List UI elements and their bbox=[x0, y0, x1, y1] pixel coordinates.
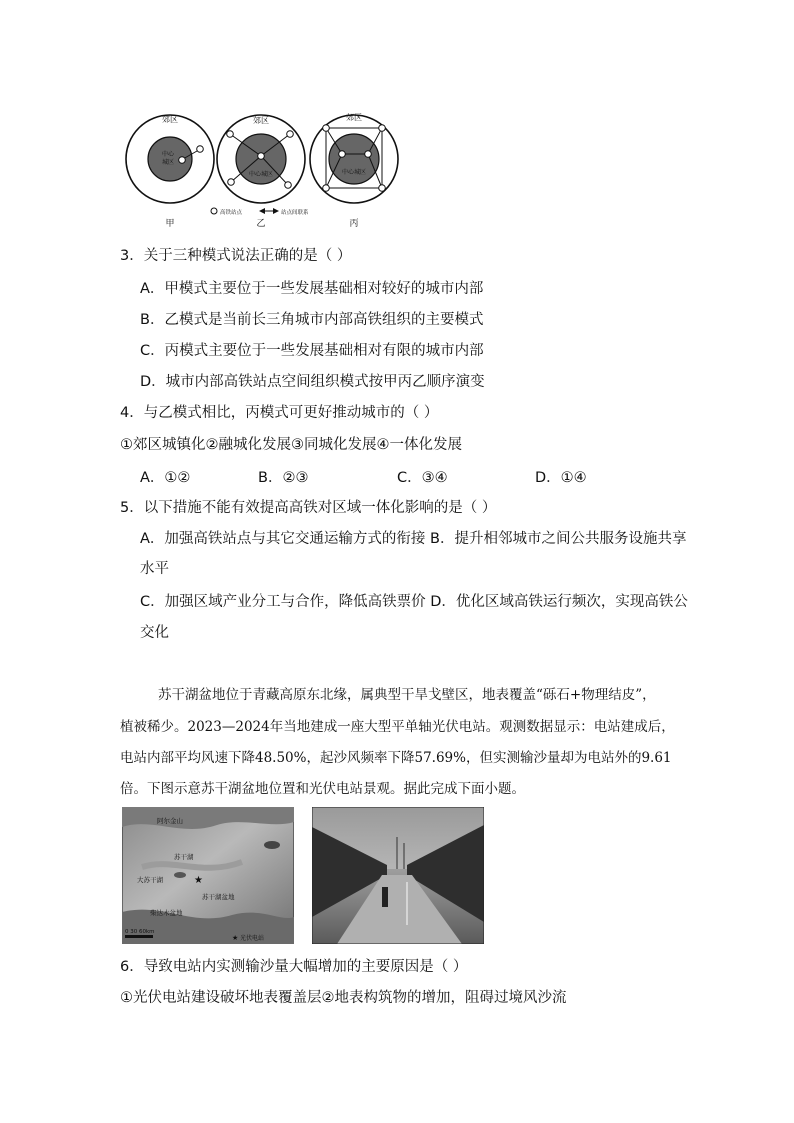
sugan-lake-basin-map bbox=[122, 807, 294, 944]
q4-option-c[interactable]: C．③④ bbox=[397, 470, 448, 486]
q5-options-line1[interactable]: A．加强高铁站点与其它交通运输方式的衔接 B．提升相邻城市之间公共服务设施共享 bbox=[140, 531, 687, 547]
bing-station-sw bbox=[323, 185, 330, 192]
q4-stem: 4．与乙模式相比，丙模式可更好推动城市的（ ） bbox=[120, 405, 439, 421]
yi-station-ne bbox=[287, 131, 294, 138]
q5-options-line4: 交化 bbox=[140, 625, 169, 641]
figure-legend bbox=[211, 208, 309, 216]
q3-option-b[interactable]: B．乙模式是当前长三角城市内部高铁组织的主要模式 bbox=[140, 312, 484, 328]
jia-center-label-b: 城区 bbox=[161, 159, 175, 166]
map-label-pv: 光伏电站 bbox=[240, 935, 265, 942]
q5-options-line3[interactable]: C．加强区域产业分工与合作，降低高铁票价 D．优化区域高铁运行频次，实现高铁公 bbox=[140, 594, 688, 610]
passage-line-3: 电站内部平均风速下降48.50%，起沙风频率下降57.69%，但实测输沙量却为电站外的9.61 bbox=[120, 750, 672, 766]
yi-center-label: 中心城区 bbox=[248, 171, 274, 178]
legend-link-label: 站点间联系 bbox=[281, 210, 309, 216]
q6-items: ①光伏电站建设破坏地表覆盖层②地表构筑物的增加，阻碍过境风沙流 bbox=[120, 990, 567, 1006]
pv-plant-photo bbox=[312, 807, 484, 944]
q3-stem: 3．关于三种模式说法正确的是（ ） bbox=[120, 248, 352, 264]
legend-station-symbol bbox=[211, 208, 217, 214]
bing-station-se bbox=[379, 185, 386, 192]
q3-option-c[interactable]: C．丙模式主要位于一些发展基础相对有限的城市内部 bbox=[140, 343, 484, 359]
q6-stem: 6．导致电站内实测输沙量大幅增加的主要原因是（ ） bbox=[120, 959, 468, 975]
yi-station-center bbox=[258, 153, 265, 160]
panel-label-jia: 甲 bbox=[165, 219, 175, 229]
station-model-diagram bbox=[120, 104, 410, 230]
passage-line-4: 倍。下图示意苏干湖盆地位置和光伏电站景观。据此完成下面小题。 bbox=[120, 781, 525, 797]
model-yi bbox=[217, 115, 305, 203]
map-label-basin: 苏干湖盆地 bbox=[202, 893, 235, 901]
model-bing bbox=[310, 112, 398, 203]
q5-stem: 5．以下措施不能有效提高高铁对区域一体化影响的是（ ） bbox=[120, 500, 497, 516]
bing-suburb-label: 郊区 bbox=[346, 113, 362, 122]
map-label-big-sugan: 大苏干湖 bbox=[137, 876, 163, 884]
map-star-marker: ★ bbox=[194, 875, 203, 886]
map-label-altun: 阿尔金山 bbox=[157, 817, 183, 825]
q3-option-d[interactable]: D．城市内部高铁站点空间组织模式按甲丙乙顺序演变 bbox=[140, 374, 485, 390]
q4-option-a[interactable]: A．①② bbox=[140, 470, 191, 486]
jia-center-label-a: 中心 bbox=[161, 151, 175, 158]
jia-station-1 bbox=[179, 157, 186, 164]
q4-option-b[interactable]: B．②③ bbox=[258, 470, 309, 486]
panel-label-yi: 乙 bbox=[256, 219, 266, 229]
model-jia bbox=[126, 114, 214, 203]
passage-line-1: 苏干湖盆地位于青藏高原东北缘，属典型干旱戈壁区，地表覆盖“砾石+物理结皮”， bbox=[158, 687, 656, 703]
jia-station-2 bbox=[197, 146, 204, 153]
q5-options-line2: 水平 bbox=[140, 561, 169, 577]
q3-option-a[interactable]: A．甲模式主要位于一些发展基础相对较好的城市内部 bbox=[140, 281, 484, 297]
q4-items: ①郊区城镇化②融城化发展③同城化发展④一体化发展 bbox=[120, 437, 462, 453]
jia-suburb-label: 郊区 bbox=[162, 115, 178, 124]
yi-station-se bbox=[285, 182, 292, 189]
legend-station-label: 高铁站点 bbox=[220, 210, 243, 216]
q4-option-d[interactable]: D．①④ bbox=[535, 470, 587, 486]
passage-line-2: 植被稀少。2023—2024年当地建成一座大型平单轴光伏电站。观测数据显示：电站建成后， bbox=[120, 719, 675, 735]
map-label-sugan-lake: 苏干湖 bbox=[174, 853, 194, 861]
q4-options bbox=[140, 466, 600, 488]
bing-station-inner-r bbox=[365, 151, 372, 158]
yi-station-sw bbox=[228, 179, 235, 186]
yi-suburb-label: 郊区 bbox=[253, 116, 269, 125]
bing-station-ne bbox=[379, 125, 386, 132]
map-scale: 0 30 60km bbox=[125, 929, 155, 935]
yi-station-nw bbox=[227, 131, 234, 138]
bing-station-inner-l bbox=[339, 151, 346, 158]
legend-star-marker: ★ bbox=[232, 934, 239, 942]
map-label-qaidam: 柴达木盆地 bbox=[150, 909, 183, 917]
panel-label-bing: 丙 bbox=[349, 219, 359, 229]
bing-station-nw bbox=[323, 125, 330, 132]
bing-center-label: 中心城区 bbox=[341, 169, 367, 176]
